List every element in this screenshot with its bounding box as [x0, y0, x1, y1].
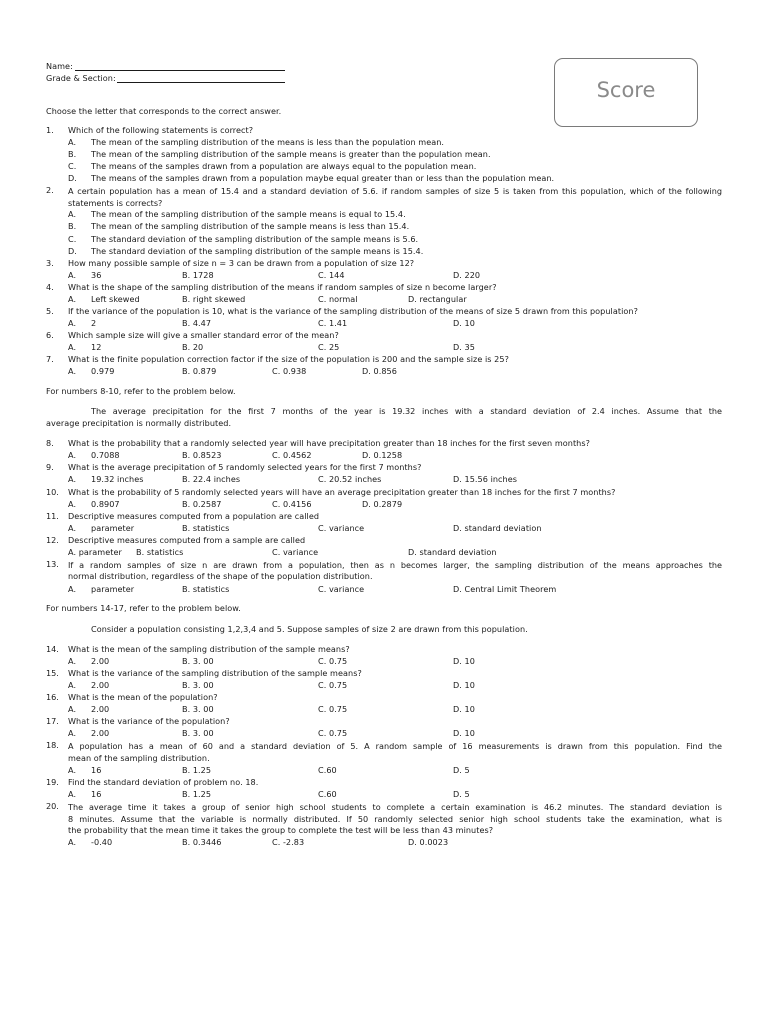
grade-section-label: Grade & Section: [46, 73, 116, 83]
option-a-text: 2 [91, 318, 97, 328]
option-text: The mean of the sampling distribution of the sample means is greater than the population mean. [91, 149, 491, 159]
option-b: B. statistics [182, 584, 230, 594]
option-d: D. Central Limit Theorem [453, 584, 557, 594]
question-number: 15. [46, 668, 59, 678]
question-text: 8 minutes. Assume that the variable is normally distributed. If 50 randomly selected senior high school students take the examination, what is [68, 814, 722, 824]
question-number: 17. [46, 716, 59, 726]
option-d: D. 15.56 inches [453, 474, 518, 484]
option-b: B. right skewed [182, 294, 246, 304]
option-a-letter: A. [68, 366, 77, 376]
option-a-text: 16 [91, 765, 102, 775]
option-b: B. 0.8523 [182, 450, 222, 460]
question-text: A population has a mean of 60 and a standard deviation of 5. A random sample of 16 measurements is drawn from this population. Find the [68, 741, 722, 751]
option-b: B. 3. 00 [182, 680, 214, 690]
option-a-text: 2.00 [91, 704, 110, 714]
option-b: B. 1.25 [182, 765, 212, 775]
option-a-text: parameter [91, 523, 135, 533]
question-number: 1. [46, 125, 54, 135]
question-text: Find the standard deviation of problem no. 18. [68, 777, 259, 787]
option-a-letter: A. [68, 765, 77, 775]
option-d: D. standard deviation [408, 547, 497, 557]
option-c: C. -2.83 [272, 837, 305, 847]
option-a-letter: A. [68, 584, 77, 594]
option-c: C. 0.75 [318, 704, 348, 714]
question-number: 14. [46, 644, 59, 654]
question-text: normal distribution, regardless of the shape of the population distribution. [68, 571, 373, 581]
question-text: What is the finite population correction factor if the size of the population is 200 and the sample size is 25? [68, 354, 509, 364]
option-d: D. 10 [453, 728, 475, 738]
option-a-text: 0.979 [91, 366, 115, 376]
score-label: Score [596, 78, 656, 102]
grade-section-blank-line [117, 82, 285, 83]
section-intro: For numbers 8-10, refer to the problem below. [46, 386, 236, 396]
option-text: The standard deviation of the sampling distribution of the sample means is 5.6. [91, 234, 419, 244]
option-b: B. 1728 [182, 270, 214, 280]
option-c: C. variance [318, 584, 365, 594]
question-number: 16. [46, 692, 59, 702]
option-c: C. variance [272, 547, 319, 557]
option-d: D. 0.2879 [362, 499, 403, 509]
question-number: 11. [46, 511, 59, 521]
question-text: What is the variance of the population? [68, 716, 230, 726]
option-d: D. 10 [453, 656, 475, 666]
option-text: The standard deviation of the sampling distribution of the sample means is 15.4. [91, 246, 424, 256]
question-number: 5. [46, 306, 54, 316]
section-intro: For numbers 14-17, refer to the problem below. [46, 603, 241, 613]
question-number: 8. [46, 438, 54, 448]
question-number: 7. [46, 354, 54, 364]
option-a-letter: A. [68, 728, 77, 738]
option-letter: D. [68, 173, 77, 183]
question-number: 6. [46, 330, 54, 340]
option-c: C. 20.52 inches [318, 474, 382, 484]
option-d: D. 0.1258 [362, 450, 403, 460]
option-a-text: 16 [91, 789, 102, 799]
option-a-letter: A. [68, 680, 77, 690]
option-a-text: 2.00 [91, 680, 110, 690]
question-text: Descriptive measures computed from a sample are called [68, 535, 306, 545]
option-a-letter: A. [68, 499, 77, 509]
question-text: mean of the sampling distribution. [68, 753, 210, 763]
option-d: D. 5 [453, 765, 470, 775]
question-number: 12. [46, 535, 59, 545]
option-b: B. 0.879 [182, 366, 217, 376]
question-text: What is the probability that a randomly selected year will have precipitation greater than 18 inches for the first seven months? [68, 438, 590, 448]
option-a-text: 19.32 inches [91, 474, 144, 484]
problem-text: The average precipitation for the first 7 months of the year is 19.32 inches with a standard deviation of 2.4 inches. Assume that the [91, 406, 722, 416]
option-a-text: -0.40 [91, 837, 113, 847]
question-text: If the variance of the population is 10, what is the variance of the sampling distribution of the means of size 5 drawn from this population? [68, 306, 638, 316]
option-text: The mean of the sampling distribution of the sample means is less than 15.4. [91, 221, 410, 231]
question-number: 4. [46, 282, 54, 292]
question-number: 3. [46, 258, 54, 268]
question-text: the probability that the mean time it takes the group to complete the test will be less than 43 minutes? [68, 825, 494, 835]
option-b: B. 20 [182, 342, 204, 352]
option-d: D. rectangular [408, 294, 467, 304]
question-text: What is the mean of the population? [68, 692, 218, 702]
option-a-text: 12 [91, 342, 102, 352]
option-letter: B. [68, 149, 77, 159]
question-text: What is the shape of the sampling distribution of the means if random samples of size n become larger? [68, 282, 497, 292]
option-c: C. normal [318, 294, 358, 304]
question-text: What is the average precipitation of 5 randomly selected years for the first 7 months? [68, 462, 422, 472]
option-text: The mean of the sampling distribution of the means is less than the population mean. [91, 137, 445, 147]
option-letter: B. [68, 221, 77, 231]
option-a-letter: A. [68, 474, 77, 484]
option-c: C. 0.75 [318, 656, 348, 666]
option-d: D. 35 [453, 342, 475, 352]
name-blank-line [75, 70, 285, 71]
option-c: C. 0.938 [272, 366, 307, 376]
option-a-letter: A. [68, 837, 77, 847]
option-c: C. 0.4562 [272, 450, 312, 460]
option-b: B. statistics [182, 523, 230, 533]
option-a-letter: A. [68, 294, 77, 304]
option-a-letter: A. [68, 789, 77, 799]
option-letter: A. [68, 209, 77, 219]
option-b: B. statistics [136, 547, 184, 557]
option-letter: A. [68, 137, 77, 147]
option-text: The means of the samples drawn from a population maybe equal greater than or less than the population mean. [91, 173, 555, 183]
problem-text: Consider a population consisting 1,2,3,4 and 5. Suppose samples of size 2 are drawn from this population. [91, 624, 528, 634]
option-c: C. 144 [318, 270, 345, 280]
option-a-letter: A. [68, 656, 77, 666]
option-b: B. 3. 00 [182, 704, 214, 714]
question-number: 20. [46, 801, 59, 811]
problem-text: average precipitation is normally distributed. [46, 418, 232, 428]
option-c: C.60 [318, 789, 337, 799]
question-text: Which sample size will give a smaller standard error of the mean? [68, 330, 339, 340]
option-b: B. 0.3446 [182, 837, 222, 847]
option-a-letter: A. [68, 450, 77, 460]
option-d: D. 0.856 [362, 366, 397, 376]
option-b: B. 3. 00 [182, 656, 214, 666]
option-a-text: 0.7088 [91, 450, 120, 460]
question-text: What is the mean of the sampling distribution of the sample means? [68, 644, 350, 654]
option-d: D. 220 [453, 270, 481, 280]
option-c: C. variance [318, 523, 365, 533]
option-a-text: Left skewed [91, 294, 140, 304]
option-a-text: parameter [91, 584, 135, 594]
question-number: 13. [46, 559, 59, 569]
question-number: 9. [46, 462, 54, 472]
option-a: A. parameter [68, 547, 122, 557]
option-a-text: 36 [91, 270, 102, 280]
option-d: D. 10 [453, 680, 475, 690]
option-d: D. 10 [453, 318, 475, 328]
instructions: Choose the letter that corresponds to the correct answer. [46, 106, 282, 116]
option-a-letter: A. [68, 318, 77, 328]
option-a-letter: A. [68, 523, 77, 533]
option-c: C.60 [318, 765, 337, 775]
question-number: 10. [46, 487, 59, 497]
option-d: D. standard deviation [453, 523, 542, 533]
option-b: B. 3. 00 [182, 728, 214, 738]
option-c: C. 0.75 [318, 680, 348, 690]
question-text: How many possible sample of size n = 3 can be drawn from a population of size 12? [68, 258, 415, 268]
option-b: B. 1.25 [182, 789, 212, 799]
option-d: D. 5 [453, 789, 470, 799]
option-text: The means of the samples drawn from a population are always equal to the population mean. [91, 161, 477, 171]
question-number: 19. [46, 777, 59, 787]
option-c: C. 0.4156 [272, 499, 312, 509]
option-a-letter: A. [68, 342, 77, 352]
question-text: If a random samples of size n are drawn from a population, then as n becomes larger, the sampling distribution of the means approaches the [68, 560, 722, 570]
option-c: C. 0.75 [318, 728, 348, 738]
option-b: B. 22.4 inches [182, 474, 241, 484]
question-text: What is the probability of 5 randomly selected years will have an average precipitation greater than 18 inches for the first 7 months? [68, 487, 616, 497]
option-c: C. 25 [318, 342, 340, 352]
option-letter: C. [68, 161, 77, 171]
option-letter: C. [68, 234, 77, 244]
option-a-letter: A. [68, 704, 77, 714]
question-number: 18. [46, 740, 59, 750]
question-text: Which of the following statements is correct? [68, 125, 254, 135]
option-a-text: 0.8907 [91, 499, 120, 509]
option-a-text: 2.00 [91, 656, 110, 666]
option-b: B. 4.47 [182, 318, 212, 328]
option-d: D. 0.0023 [408, 837, 449, 847]
option-b: B. 0.2587 [182, 499, 222, 509]
option-d: D. 10 [453, 704, 475, 714]
option-a-text: 2.00 [91, 728, 110, 738]
question-text: Descriptive measures computed from a population are called [68, 511, 320, 521]
option-c: C. 1.41 [318, 318, 348, 328]
option-text: The mean of the sampling distribution of the sample means is equal to 15.4. [91, 209, 406, 219]
score-box [554, 58, 698, 127]
question-text: What is the variance of the sampling distribution of the sample means? [68, 668, 362, 678]
option-letter: D. [68, 246, 77, 256]
question-text: A certain population has a mean of 15.4 and a standard deviation of 5.6. if random samples of size 5 is taken from this population, which of the following statements is corrects? [68, 186, 722, 209]
question-number: 2. [46, 185, 54, 195]
question-text: The average time it takes a group of senior high school students to complete a certain examination is 46.2 minutes. The standard deviation is [68, 802, 722, 812]
option-a-letter: A. [68, 270, 77, 280]
name-label: Name: [46, 61, 73, 71]
